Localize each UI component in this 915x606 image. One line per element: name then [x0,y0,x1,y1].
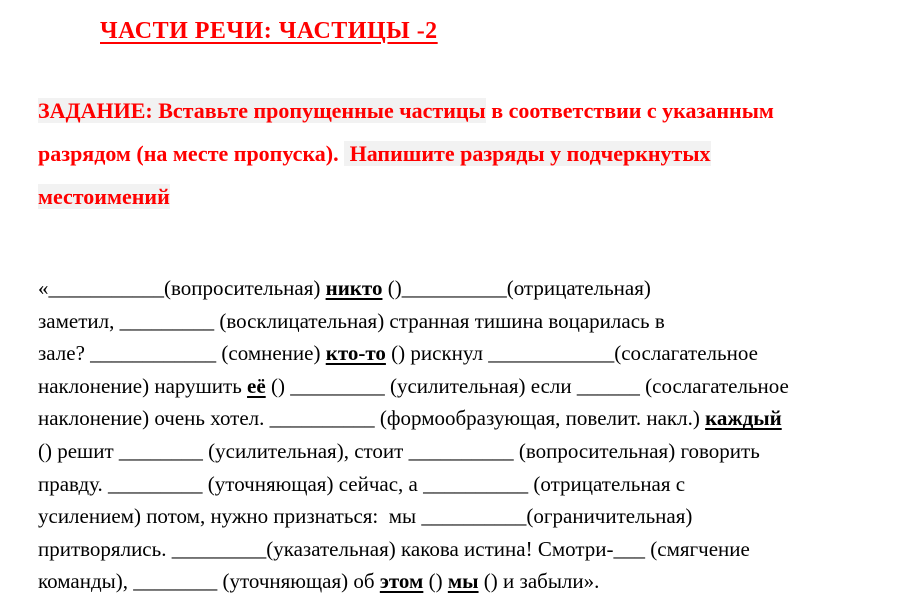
task-text: в соответствии с указанным [485,98,774,123]
text-segment: (сослагательное [639,373,789,398]
underlined-pronoun: кто-то [325,341,386,366]
text-segment: (восклицательная) странная тишина воцарилась в [214,308,665,333]
text-segment: правду. [38,471,109,496]
text-line [38,533,877,566]
text-segment: () решит [38,438,119,463]
text-segment: наклонение) очень хотел. [38,406,270,431]
text-segment: « [38,276,49,300]
text-line [38,370,877,403]
blank-line: __________ [408,438,514,463]
underlined-pronoun: каждый [705,406,782,431]
blank-line: ___________ [48,276,164,300]
task-text: разрядом (на месте пропуска). [38,141,345,166]
text-line [38,337,877,370]
blank-line: __________ [269,406,375,431]
blank-line: __________ [401,276,507,300]
text-segment: (отрицательная с [528,471,686,496]
blank-line: ____________ [488,341,615,366]
blank-line: ________ [118,438,203,463]
text-segment: (усилительная) если [384,373,577,398]
underlined-pronoun: мы [447,569,479,594]
text-segment: () [265,373,291,398]
text-segment: (отрицательная) [506,276,651,300]
exercise-text [38,272,877,598]
underlined-pronoun: её [247,373,266,398]
text-segment: (усилительная), стоит [202,438,409,463]
text-line [38,468,877,501]
text-segment: наклонение) нарушить [38,373,248,398]
blank-line: _________ [108,471,203,496]
underlined-pronoun: никто [325,276,383,300]
blank-line: __________ [423,471,529,496]
text-segment: (сослагательное [614,341,758,366]
text-line [38,565,877,598]
page-title: ЧАСТИ РЕЧИ: ЧАСТИЦЫ -2 [100,18,438,44]
blank-line: ________ [133,569,218,594]
text-line [38,272,877,305]
text-line [38,305,877,338]
text-segment: усилением) потом, нужно признаться: мы [38,504,422,529]
highlighted-text: местоимений [38,184,170,209]
text-line [38,89,877,132]
text-segment: () [382,276,402,300]
highlighted-text: ЗАДАНИЕ: Вставьте пропущенные частицы [38,98,486,123]
highlighted-text: Напишите разряды у подчеркнутых [344,141,711,166]
text-segment: (уточняющая) сейчас, а [202,471,424,496]
text-line [38,435,877,468]
blank-line: ______ [576,373,640,398]
blank-line: _________ [290,373,385,398]
text-segment: (сомнение) [216,341,326,366]
blank-line: ___ [613,536,646,561]
text-line [38,402,877,435]
underlined-pronoun: этом [379,569,424,594]
text-line [38,175,877,218]
text-segment: команды), [38,569,134,594]
text-segment: (вопросительная) говорить [513,438,760,463]
text-segment: (указательная) какова истина! Смотри- [266,536,614,561]
text-segment: (вопросительная) [164,276,326,300]
text-segment: (формообразующая, повелит. накл.) [374,406,706,431]
text-segment: (смягчение [645,536,750,561]
blank-line: __________ [421,504,527,529]
blank-line: ____________ [90,341,217,366]
text-segment: (ограничительная) [526,504,693,529]
text-segment: () [423,569,448,594]
blank-line: _________ [119,308,215,333]
text-segment: () рискнул [385,341,489,366]
text-segment: (уточняющая) об [217,569,380,594]
text-segment: зале? [38,341,91,366]
text-segment: притворялись. [38,536,172,561]
text-segment: заметил, [38,308,120,333]
text-segment: () и забыли». [478,569,600,594]
task-instructions [38,89,877,218]
text-line [38,500,877,533]
text-line [38,132,877,175]
blank-line: _________ [171,536,267,561]
